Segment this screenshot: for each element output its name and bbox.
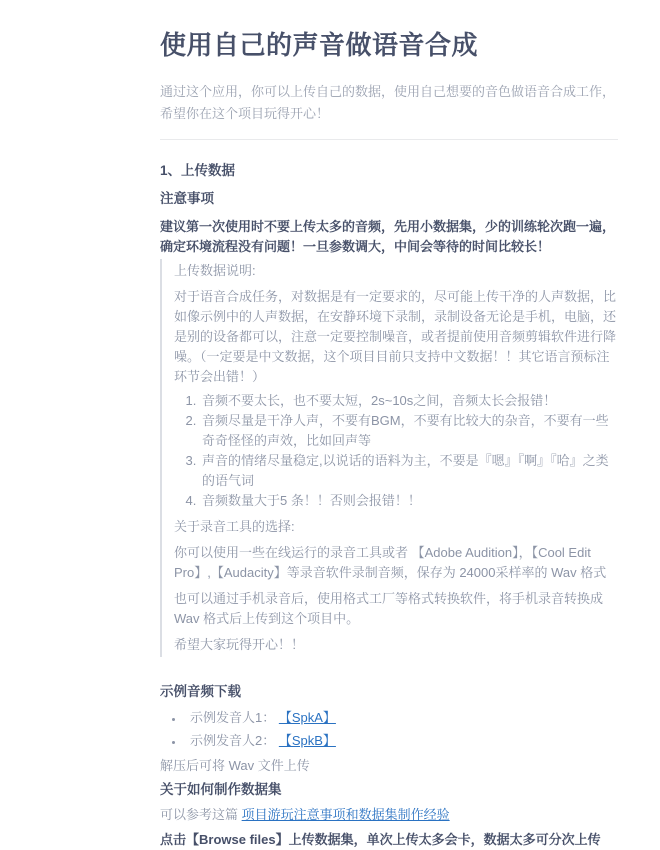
unzip-note: 解压后可将 Wav 文件上传 (160, 758, 310, 773)
speaker2-download-link[interactable]: 【SpkB】 (278, 733, 336, 748)
quote-tools-phone: 也可以通过手机录音后，使用格式工厂等格式转换软件，将手机录音转换成 Wav 格式后上传到这个项目中。 (174, 591, 604, 626)
section-heading-sample-audio: 示例音频下载 (160, 684, 241, 699)
document-body (160, 0, 618, 850)
rule-item-2: 2. 音频尽量是干净人声，不要有BGM，不要有比较大的杂音，不要有一些奇奇怪怪的声效，比如回声等 (200, 411, 618, 451)
quote-tools-online: 你可以使用一些在线运行的录音工具或者 【Adobe Audition】，【Cool Edit Pro】,【Audacity】等录音软件录制音频，保存为 24000采样率的 Wav 格式 (174, 545, 607, 580)
speaker2-label: 示例发音人2： (190, 733, 279, 748)
audio-rules-list (174, 391, 618, 511)
reference-paragraph (160, 804, 618, 825)
section-heading-notes: 注意事项 (160, 191, 214, 206)
guide-link[interactable]: 项目游玩注意事项和数据集制作经验 (241, 807, 450, 822)
reference-prefix: 可以参考这篇 (160, 807, 242, 822)
page-title: 使用自己的声音做语音合成 (160, 30, 479, 60)
quote-tools-label: 关于录音工具的选择: (174, 519, 295, 534)
advice-paragraph: 建议第一次使用时不要上传太多的音频，先用小数据集，少的训练轮次跑一遍，确定环境流程没有问题！一旦参数调大，中间会等待的时间比较长！ (160, 219, 616, 254)
section-divider (160, 139, 618, 140)
upload-instructions-blockquote (160, 259, 618, 657)
intro-paragraph: 通过这个应用，你可以上传自己的数据，使用自己想要的音色做语音合成工作，希望你在这个项目玩得开心！ (160, 84, 616, 121)
list-item (184, 707, 618, 728)
rule-item-3: 3. 声音的情绪尽量稳定,以说话的语料为主，不要是『嗯』『啊』『哈』之类的语气词 (200, 451, 618, 491)
rule-item-4: 4. 音频数量大于5 条！！否则会报错！！ (200, 491, 618, 511)
sample-speaker-list (160, 707, 618, 751)
browse-files-tip: 点击【Browse files】上传数据集，单次上传太多会卡，数据太多可分次上传 (160, 832, 601, 847)
rule-item-1: 1. 音频不要太长，也不要太短，2s~10s之间，音频太长会报错！ (200, 391, 618, 411)
quote-label: 上传数据说明: (174, 263, 256, 278)
section-heading-dataset: 关于如何制作数据集 (160, 782, 282, 797)
list-item (184, 730, 618, 751)
speaker1-label: 示例发音人1： (190, 710, 279, 725)
quote-closing: 希望大家玩得开心！！ (174, 637, 305, 652)
speaker1-download-link[interactable]: 【SpkA】 (278, 710, 336, 725)
quote-requirements: 对于语音合成任务，对数据是有一定要求的，尽可能上传干净的人声数据，比如像示例中的人声数据，在安静环境下录制，录制设备无论是手机，电脑，还是别的设备都可以，注意一定要控制噪音，或者提前使用音频剪辑软件进行降噪。（一定要是中文数据，这个项目目前只支持中文数据！！其它语言预标注环节会出错！） (174, 289, 617, 384)
section-heading-upload-data: 1、上传数据 (160, 163, 236, 178)
